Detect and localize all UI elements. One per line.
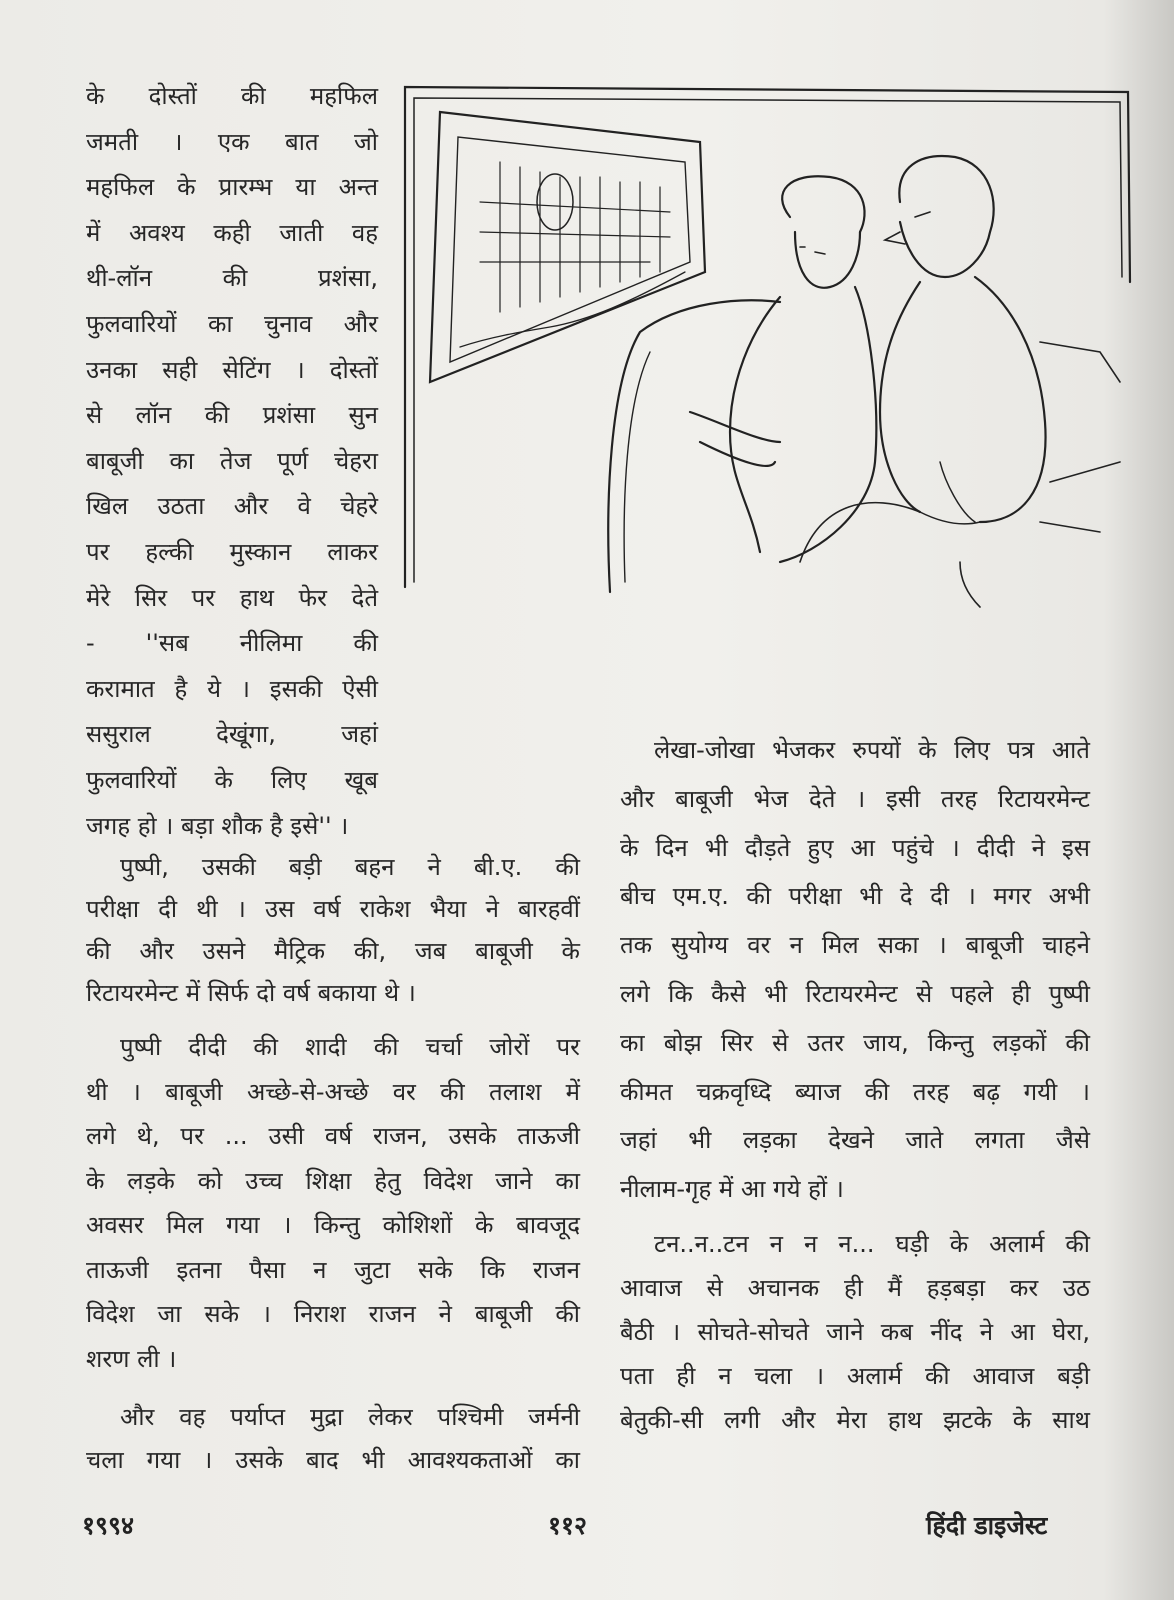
text-line: चला गया । उसके बाद भी आवश्यकताओं का <box>86 1446 580 1474</box>
text-line: परीक्षा दी थी । उस वर्ष राकेश भैया ने बारहवीं <box>86 895 580 923</box>
paragraph-wedding-talk <box>86 1025 580 1381</box>
text-line: अवसर मिल गया । किन्तु कोशिशों के बावजूद <box>86 1211 580 1239</box>
text-line: कीमत चक्रवृध्दि ब्याज की तरह बढ़ गयी । <box>620 1077 1090 1106</box>
text-line: नीलाम-गृह में आ गये हों । <box>620 1175 844 1204</box>
text-line: जमती । एक बात जो <box>86 127 378 156</box>
text-line: आवाज से अचानक ही मैं हड़बड़ा कर उठ <box>620 1274 1090 1302</box>
text-line: के दिन भी दौड़ते हुए आ पहुंचे । दीदी ने इस <box>620 833 1090 862</box>
paragraph-pushpi-exams <box>86 846 580 1014</box>
illustration-couple-sketch <box>400 82 1140 612</box>
paragraph-rajan-germany <box>86 1396 580 1482</box>
text-line: पर हल्की मुस्कान लाकर <box>86 537 378 566</box>
paragraph-retirement <box>620 726 1090 1214</box>
text-line: महफिल के प्रारम्भ या अन्त <box>86 173 378 202</box>
footer-year: १९९४ <box>82 1511 135 1540</box>
text-line: थी । बाबूजी अच्छे-से-अच्छे वर की तलाश में <box>86 1077 580 1106</box>
narrow-column-text <box>86 74 378 849</box>
footer-page-number: ११२ <box>548 1511 588 1540</box>
text-line: बाबूजी का तेज पूर्ण चेहरा <box>86 446 378 475</box>
text-line: ससुराल देखूंगा, जहां <box>86 720 378 749</box>
text-line: जगह हो । बड़ा शौक है इसे'' । <box>86 811 349 840</box>
text-line: पता ही न चला । अलार्म की आवाज बड़ी <box>620 1362 1090 1390</box>
text-line: जहां भी लड़का देखने जाते लगता जैसे <box>620 1126 1090 1155</box>
text-line: तक सुयोग्य वर न मिल सका । बाबूजी चाहने <box>620 931 1090 960</box>
text-line: मेरे सिर पर हाथ फेर देते <box>86 583 378 612</box>
text-line: शरण ली । <box>86 1344 177 1373</box>
footer-magazine-name: हिंदी डाइजेस्ट <box>926 1511 1048 1540</box>
text-line: - ''सब नीलिमा की <box>86 629 378 658</box>
text-line: से लॉन की प्रशंसा सुन <box>86 401 378 430</box>
text-line: बेतुकी-सी लगी और मेरा हाथ झटके के साथ <box>620 1406 1090 1434</box>
text-line: बीच एम.ए. की परीक्षा भी दे दी । मगर अभी <box>620 882 1090 911</box>
text-line: का बोझ सिर से उतर जाय, किन्तु लड़कों की <box>620 1028 1090 1057</box>
text-line: की और उसने मैट्रिक की, जब बाबूजी के <box>86 937 580 965</box>
text-line: फुलवारियों का चुनाव और <box>86 309 378 338</box>
text-line: थी-लॉन की प्रशंसा, <box>86 264 378 293</box>
text-line: के लड़के को उच्च शिक्षा हेतु विदेश जाने का <box>86 1166 580 1195</box>
text-line: बैठी । सोचते-सोचते जाने कब नींद ने आ घेरा, <box>620 1318 1090 1346</box>
text-line: ताऊजी इतना पैसा न जुटा सके कि राजन <box>86 1255 580 1284</box>
text-line: में अवश्य कही जाती वह <box>86 218 378 247</box>
text-line: और वह पर्याप्त मुद्रा लेकर पश्चिमी जर्मनी <box>120 1403 580 1431</box>
paragraph-alarm <box>620 1222 1090 1442</box>
text-line: फुलवारियों के लिए खूब <box>86 765 378 794</box>
text-line: पुष्पी, उसकी बड़ी बहन ने बी.ए. की <box>120 853 580 881</box>
text-line: के दोस्तों की महफिल <box>86 82 378 110</box>
text-line: और बाबूजी भेज देते । इसी तरह रिटायरमेन्ट <box>620 784 1090 813</box>
text-line: लगे थे, पर ... उसी वर्ष राजन, उसके ताऊजी <box>86 1122 580 1150</box>
text-line: पुष्पी दीदी की शादी की चर्चा जोरों पर <box>120 1033 580 1061</box>
text-line: रिटायरमेन्ट में सिर्फ दो वर्ष बकाया थे । <box>86 979 416 1007</box>
text-line: लेखा-जोखा भेजकर रुपयों के लिए पत्र आते <box>654 736 1090 764</box>
text-line: करामात है ये । इसकी ऐसी <box>86 674 378 703</box>
text-line: खिल उठता और वे चेहरे <box>86 492 378 521</box>
text-line: उनका सही सेटिंग । दोस्तों <box>86 355 378 384</box>
text-line: लगे कि कैसे भी रिटायरमेन्ट से पहले ही पुष्पी <box>620 979 1090 1008</box>
text-line: विदेश जा सके । निराश राजन ने बाबूजी की <box>86 1300 580 1328</box>
text-line: टन..न..टन न न न... घड़ी के अलार्म की <box>654 1230 1090 1258</box>
